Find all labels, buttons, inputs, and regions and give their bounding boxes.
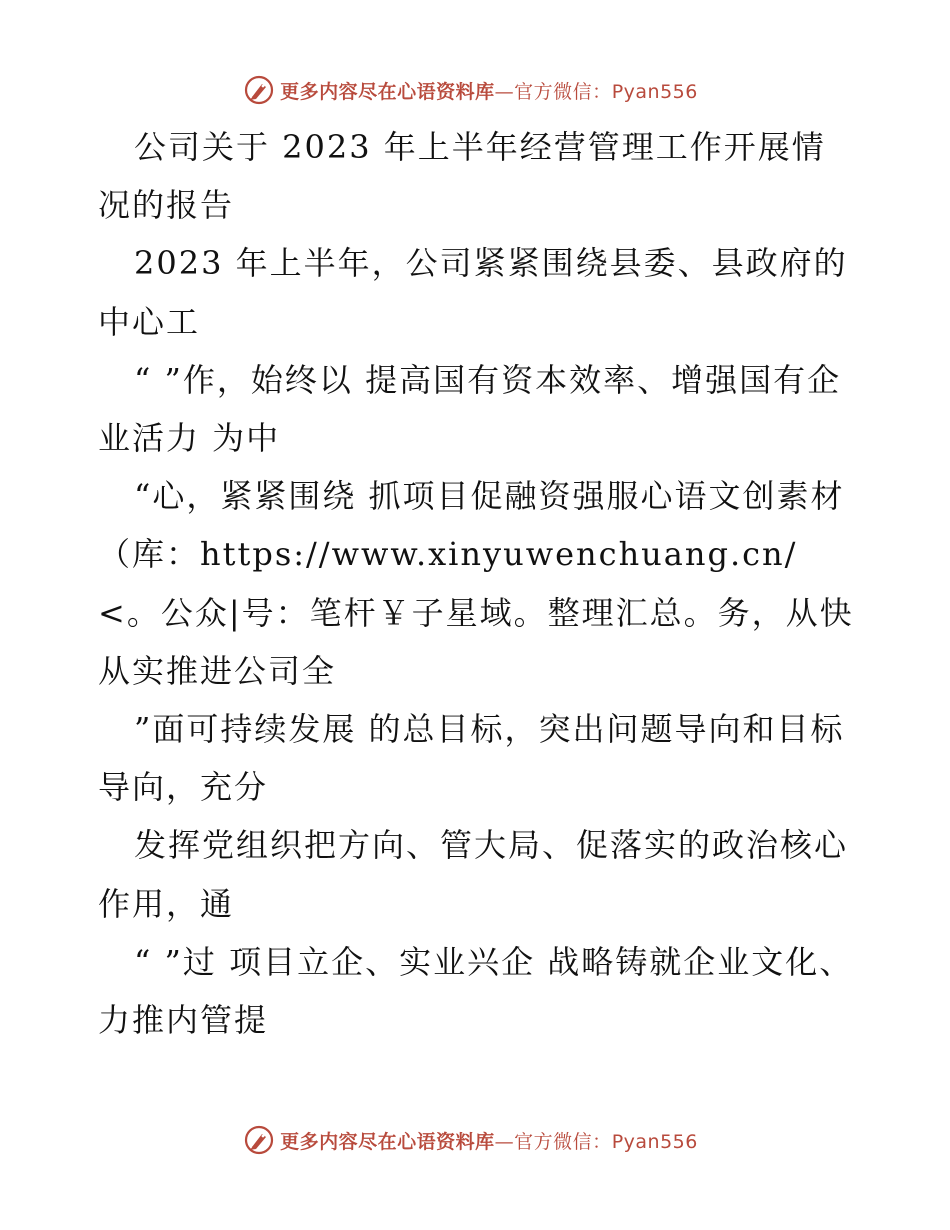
document-paragraph: 发挥党组织把方向、管大局、促落实的政治核心作用，通 xyxy=(98,826,849,923)
header-brand-text: 更多内容尽在心语资料库 xyxy=(280,80,495,103)
header-banner-content xyxy=(244,75,698,105)
header-wechat-label: 官方微信： xyxy=(514,80,612,103)
header-banner-text xyxy=(280,77,698,104)
document-paragraph: 2023 年上半年，公司紧紧围绕县委、县政府的中心工 xyxy=(98,244,848,341)
footer-wechat-id: Pyan556 xyxy=(611,1130,698,1153)
footer-banner xyxy=(0,1120,950,1160)
footer-wechat-label: 官方微信： xyxy=(514,1130,612,1153)
header-banner xyxy=(0,70,950,110)
document-paragraph: “心，紧紧围绕 抓项目促融资强服心语文创素材（库：https://www.xinyuwenchuang.cn/<。公众|号：笔杆￥子星域。整理汇总。务，从快从实推进公司全 xyxy=(98,477,854,690)
footer-banner-text xyxy=(280,1127,698,1154)
pen-nib-logo-icon xyxy=(244,1125,274,1155)
footer-brand-text: 更多内容尽在心语资料库 xyxy=(280,1130,495,1153)
header-wechat-id: Pyan556 xyxy=(611,80,698,103)
document-paragraph: ”面可持续发展 的总目标，突出问题导向和目标导向，充分 xyxy=(98,710,845,807)
footer-banner-content xyxy=(244,1125,698,1155)
header-separator: — xyxy=(494,80,515,103)
footer-separator: — xyxy=(494,1130,515,1153)
document-body xyxy=(98,118,858,1049)
document-paragraph: “ ”过 项目立企、实业兴企 战略铸就企业文化、力推内管提 xyxy=(98,942,854,1040)
document-paragraph: 公司关于 2023 年上半年经营管理工作开展情况的报告 xyxy=(98,128,826,225)
pen-nib-logo-icon xyxy=(244,75,274,105)
document-paragraph: “ ”作，始终以 提高国有资本效率、增强国有企业活力 为中 xyxy=(98,360,842,458)
